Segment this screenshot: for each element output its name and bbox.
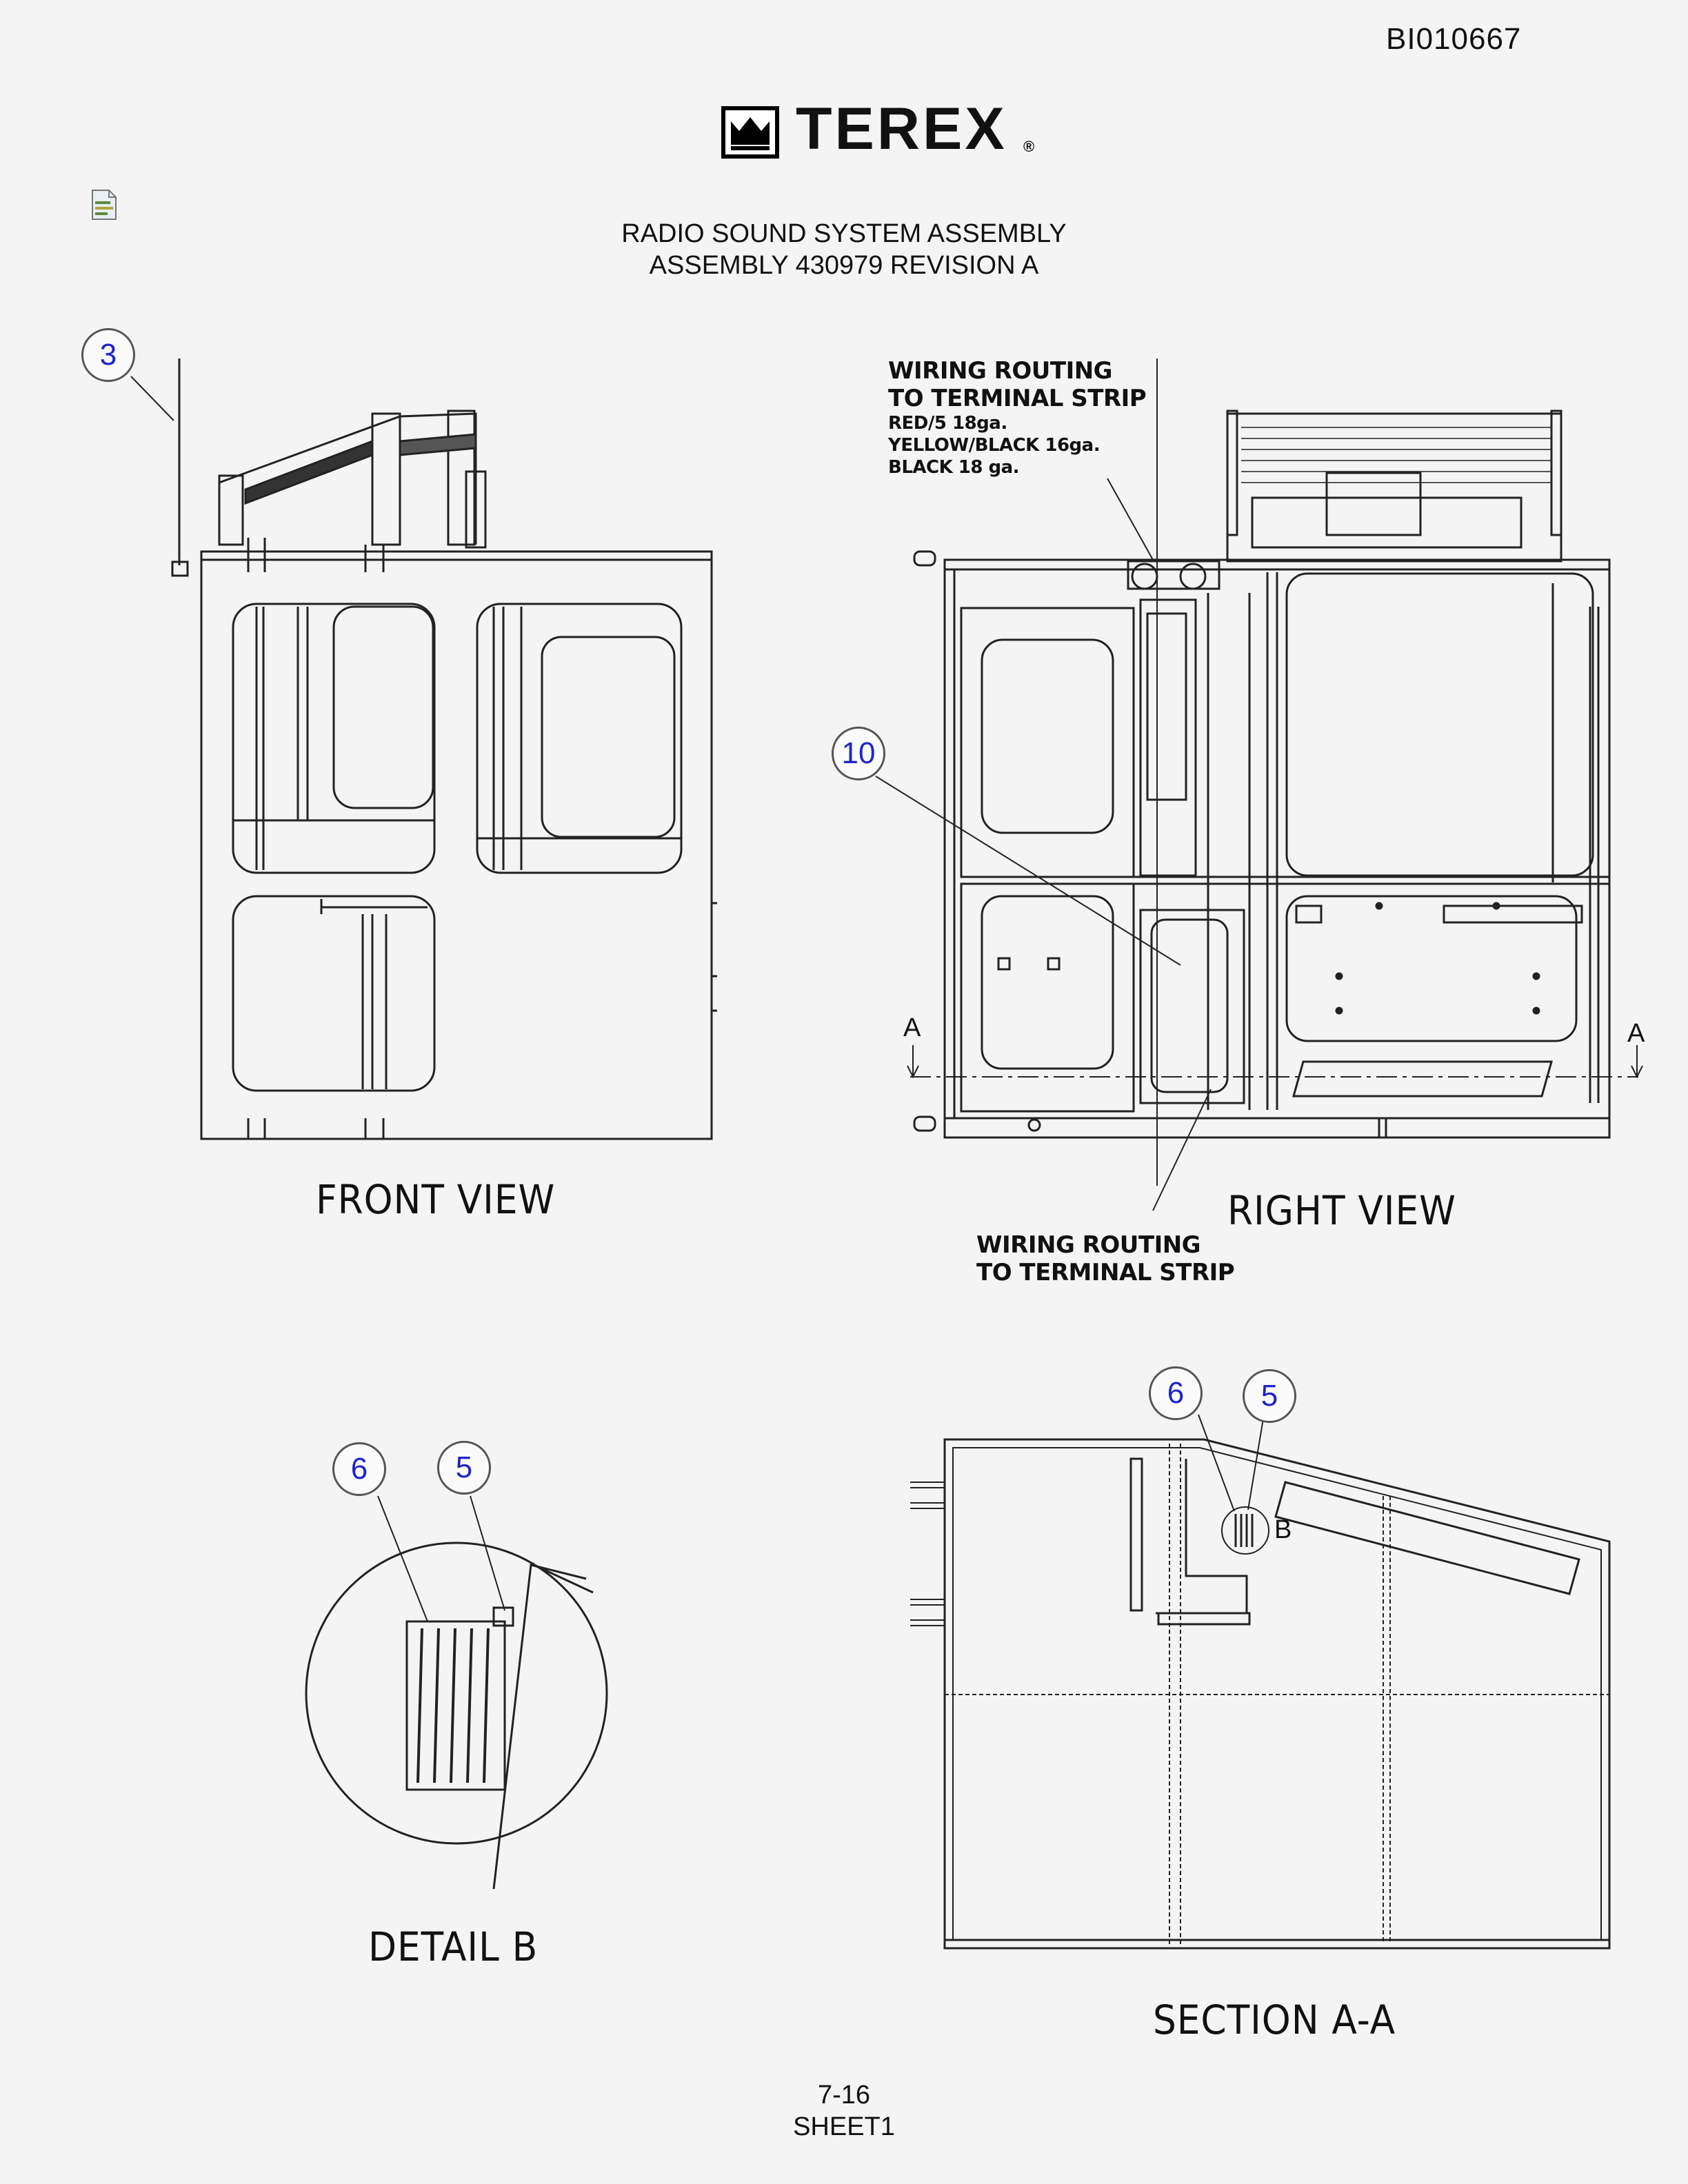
top-wiring-note [888, 357, 1146, 478]
section-a-a-label: SECTION A-A [1153, 1996, 1396, 2043]
item-balloon-5-section: 5 [1243, 1369, 1296, 1423]
right-view-drawing [907, 358, 1642, 1186]
title-line-2: ASSEMBLY 430979 REVISION A [649, 251, 1039, 280]
detail-b-label: DETAIL B [368, 1923, 539, 1970]
item-balloon-6-detail: 6 [332, 1442, 386, 1496]
detail-b-drawing [306, 1543, 607, 1889]
section-a-a-drawing [910, 1439, 1609, 1948]
bottom-wiring-line-2: TO TERMINAL STRIP [976, 1259, 1235, 1286]
front-view-drawing [172, 358, 717, 1139]
wire-spec-2: YELLOW/BLACK 16ga. [888, 435, 1101, 456]
section-marker-right: A [1627, 1019, 1645, 1048]
right-view-label: RIGHT VIEW [1227, 1187, 1456, 1234]
title-line-1: RADIO SOUND SYSTEM ASSEMBLY [621, 219, 1067, 248]
brand-name: TEREX [796, 96, 1007, 162]
wire-spec-3: BLACK 18 ga. [888, 457, 1020, 478]
bottom-wiring-note [976, 1231, 1234, 1286]
detail-reference-b: B [1274, 1515, 1292, 1544]
item-balloon-3: 3 [81, 328, 135, 382]
page-number: 7-16 [817, 2081, 871, 2110]
section-marker-left: A [903, 1013, 921, 1042]
top-wiring-line-2: TO TERMINAL STRIP [888, 385, 1147, 412]
item-balloon-5-detail: 5 [437, 1441, 491, 1495]
top-wiring-line-1: WIRING ROUTING [888, 357, 1113, 385]
document-id: BI010667 [1386, 22, 1522, 56]
item-balloon-10: 10 [832, 727, 885, 780]
sheet-number: SHEET1 [793, 2112, 895, 2141]
registered-mark: ® [1023, 138, 1035, 155]
item-balloon-6-section: 6 [1149, 1366, 1203, 1420]
page-footer [0, 2079, 1688, 2143]
bottom-wiring-line-1: WIRING ROUTING [976, 1231, 1201, 1259]
wire-spec-1: RED/5 18ga. [888, 413, 1007, 434]
front-view-label: FRONT VIEW [316, 1176, 556, 1223]
